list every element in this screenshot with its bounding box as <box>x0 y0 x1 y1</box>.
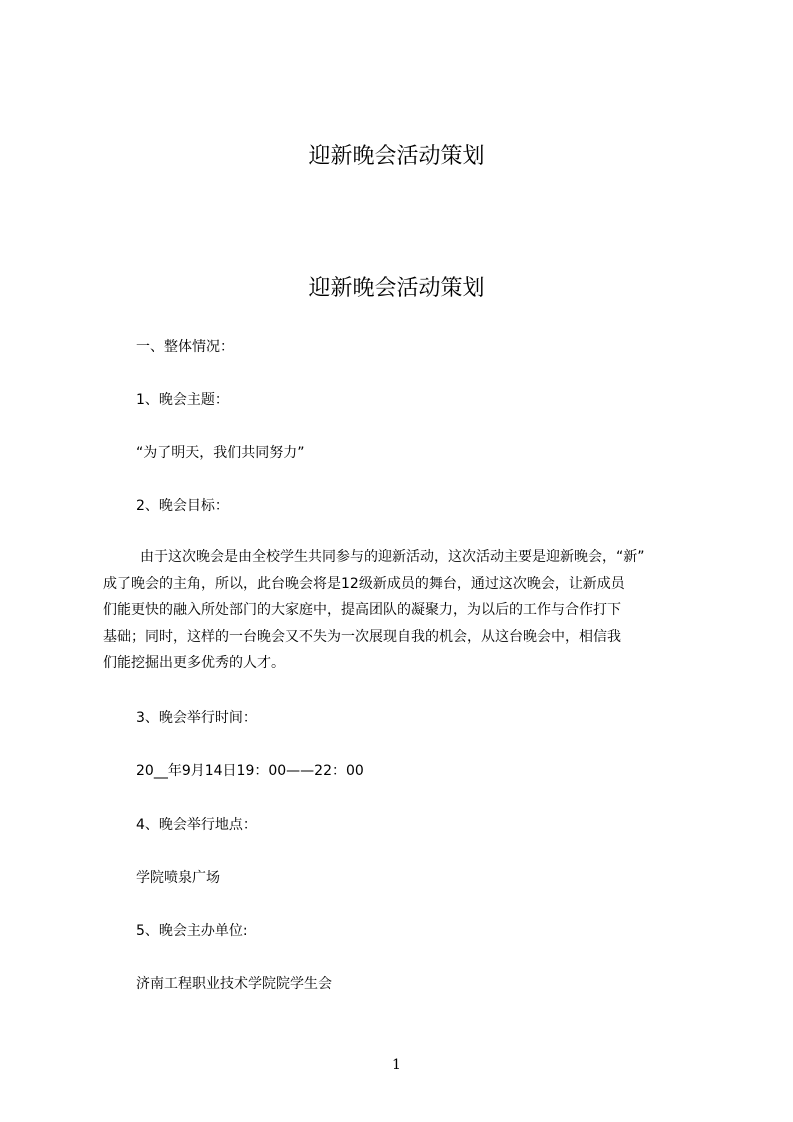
paragraph-line: 们能挖掘出更多优秀的人才。 <box>103 655 285 671</box>
paragraph-line: 由于这次晚会是由全校学生共同参与的迎新活动，这次活动主要是迎新晚会，“新” <box>140 549 645 565</box>
paragraph-line: 成了晚会的主角，所以，此台晚会将是12级新成员的舞台，通过这次晚会，让新成员 <box>103 575 625 592</box>
item-time-value: 20__年9月14日19：00——22：00 <box>136 763 364 779</box>
document-header-title: 迎新晚会活动策划 <box>308 144 485 169</box>
document-main-title: 迎新晚会活动策划 <box>308 276 485 301</box>
item-theme-label: 1、晚会主题： <box>136 392 229 408</box>
page-number: 1 <box>392 1057 401 1073</box>
paragraph-line: 基础；同时，这样的一台晚会又不失为一次展现自我的机会，从这台晚会中，相信我 <box>103 628 621 645</box>
item-theme-value: “为了明天，我们共同努力” <box>136 445 305 461</box>
item-organizer-value: 济南工程职业技术学院院学生会 <box>136 976 332 992</box>
item-venue-label: 4、晚会举行地点： <box>136 817 257 833</box>
item-goal-label: 2、晚会目标： <box>136 498 229 514</box>
item-venue-value: 学院喷泉广场 <box>136 870 220 886</box>
section-heading-overview: 一、整体情况： <box>136 339 234 355</box>
paragraph-line: 们能更快的融入所处部门的大家庭中，提高团队的凝聚力，为以后的工作与合作打下 <box>103 602 621 618</box>
item-goal-paragraph <box>103 544 703 677</box>
item-organizer-label: 5、晚会主办单位: <box>136 923 248 939</box>
item-time-label: 3、晚会举行时间： <box>136 710 257 726</box>
